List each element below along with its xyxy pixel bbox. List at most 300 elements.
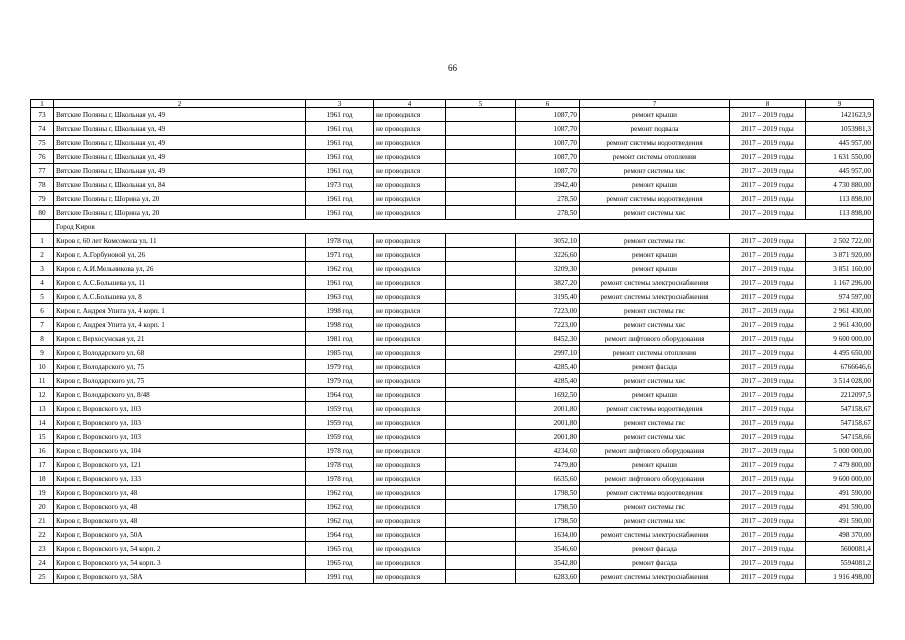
address-cell: Киров г, Воровского ул, 48 — [54, 486, 306, 500]
address-cell: Киров г, А.С.Большева ул, 11 — [54, 276, 306, 290]
table-row — [31, 514, 874, 528]
area-cell: 3209,30 — [516, 262, 580, 276]
table-row — [31, 234, 874, 248]
year-built-cell: 1964 год — [306, 528, 374, 542]
last-repair-cell: не проводился — [374, 234, 446, 248]
work-type-cell: ремонт крыши — [580, 248, 730, 262]
row-number-cell: 73 — [31, 108, 54, 122]
area-cell: 1087,70 — [516, 150, 580, 164]
year-built-cell: 1962 год — [306, 514, 374, 528]
period-cell: 2017 – 2019 годы — [730, 514, 806, 528]
col-5-cell — [446, 164, 516, 178]
row-number-cell: 15 — [31, 430, 54, 444]
area-cell: 1634,00 — [516, 528, 580, 542]
address-cell: Киров г, 60 лет Комсомола ул, 11 — [54, 234, 306, 248]
group-spacer-cell — [31, 220, 54, 234]
work-type-cell: ремонт системы хвс — [580, 514, 730, 528]
address-cell: Киров г, Воровского ул, 103 — [54, 430, 306, 444]
work-type-cell: ремонт лифтового оборудования — [580, 332, 730, 346]
year-built-cell: 1978 год — [306, 444, 374, 458]
work-type-cell: ремонт подвала — [580, 122, 730, 136]
col-5-cell — [446, 178, 516, 192]
cost-cell: 2 961 430,00 — [806, 318, 874, 332]
period-cell: 2017 – 2019 годы — [730, 556, 806, 570]
period-cell: 2017 – 2019 годы — [730, 500, 806, 514]
area-cell: 3827,20 — [516, 276, 580, 290]
row-number-cell: 2 — [31, 248, 54, 262]
year-built-cell: 1979 год — [306, 374, 374, 388]
work-type-cell: ремонт системы хвс — [580, 430, 730, 444]
cost-cell: 5594081,2 — [806, 556, 874, 570]
header-row — [31, 100, 874, 108]
last-repair-cell: не проводился — [374, 542, 446, 556]
area-cell: 3195,40 — [516, 290, 580, 304]
table-row — [31, 444, 874, 458]
area-cell: 4234,60 — [516, 444, 580, 458]
period-cell: 2017 – 2019 годы — [730, 458, 806, 472]
table-row — [31, 500, 874, 514]
last-repair-cell: не проводился — [374, 388, 446, 402]
cost-cell: 9 600 000,00 — [806, 332, 874, 346]
last-repair-cell: не проводился — [374, 262, 446, 276]
table-row — [31, 262, 874, 276]
cost-cell: 491 590,00 — [806, 500, 874, 514]
year-built-cell: 1985 год — [306, 346, 374, 360]
cost-cell: 547158,67 — [806, 416, 874, 430]
area-cell: 7223,00 — [516, 318, 580, 332]
period-cell: 2017 – 2019 годы — [730, 528, 806, 542]
year-built-cell: 1961 год — [306, 276, 374, 290]
col-5-cell — [446, 570, 516, 584]
last-repair-cell: не проводился — [374, 122, 446, 136]
col-5-cell — [446, 108, 516, 122]
table-row — [31, 150, 874, 164]
cost-cell: 974 597,00 — [806, 290, 874, 304]
table-row — [31, 164, 874, 178]
row-number-cell: 3 — [31, 262, 54, 276]
col-5-cell — [446, 444, 516, 458]
header-cell: 9 — [806, 100, 874, 108]
work-type-cell: ремонт системы гвс — [580, 304, 730, 318]
row-number-cell: 17 — [31, 458, 54, 472]
period-cell: 2017 – 2019 годы — [730, 472, 806, 486]
repair-program-table — [30, 99, 874, 584]
last-repair-cell: не проводился — [374, 290, 446, 304]
year-built-cell: 1961 год — [306, 206, 374, 220]
last-repair-cell: не проводился — [374, 318, 446, 332]
last-repair-cell: не проводился — [374, 528, 446, 542]
row-number-cell: 11 — [31, 374, 54, 388]
area-cell: 2001,80 — [516, 430, 580, 444]
period-cell: 2017 – 2019 годы — [730, 122, 806, 136]
year-built-cell: 1998 год — [306, 304, 374, 318]
table-row — [31, 304, 874, 318]
address-cell: Вятские Поляны г, Шорина ул, 20 — [54, 206, 306, 220]
period-cell: 2017 – 2019 годы — [730, 248, 806, 262]
work-type-cell: ремонт системы водоотведения — [580, 192, 730, 206]
row-number-cell: 25 — [31, 570, 54, 584]
col-5-cell — [446, 234, 516, 248]
table-row — [31, 346, 874, 360]
cost-cell: 1053981,3 — [806, 122, 874, 136]
work-type-cell: ремонт системы электроснабжения — [580, 276, 730, 290]
row-number-cell: 19 — [31, 486, 54, 500]
page-number: 66 — [448, 63, 457, 73]
table-row — [31, 416, 874, 430]
period-cell: 2017 – 2019 годы — [730, 402, 806, 416]
year-built-cell: 1991 год — [306, 570, 374, 584]
table-row — [31, 318, 874, 332]
year-built-cell: 1973 год — [306, 178, 374, 192]
area-cell: 1087,70 — [516, 122, 580, 136]
area-cell: 3052,10 — [516, 234, 580, 248]
work-type-cell: ремонт фасада — [580, 542, 730, 556]
row-number-cell: 1 — [31, 234, 54, 248]
address-cell: Киров г, Воровского ул, 54 корп. 2 — [54, 542, 306, 556]
row-number-cell: 78 — [31, 178, 54, 192]
year-built-cell: 1979 год — [306, 360, 374, 374]
work-type-cell: ремонт фасада — [580, 360, 730, 374]
row-number-cell: 24 — [31, 556, 54, 570]
cost-cell: 1421623,9 — [806, 108, 874, 122]
last-repair-cell: не проводился — [374, 206, 446, 220]
table-row — [31, 332, 874, 346]
col-5-cell — [446, 346, 516, 360]
cost-cell: 491 590,00 — [806, 514, 874, 528]
cost-cell: 3 514 028,00 — [806, 374, 874, 388]
cost-cell: 6766646,6 — [806, 360, 874, 374]
address-cell: Киров г, А.Горбуновой ул, 26 — [54, 248, 306, 262]
cost-cell: 547158,67 — [806, 402, 874, 416]
period-cell: 2017 – 2019 годы — [730, 136, 806, 150]
cost-cell: 4 495 650,00 — [806, 346, 874, 360]
table-row — [31, 542, 874, 556]
cost-cell: 113 898,00 — [806, 192, 874, 206]
area-cell: 8452,30 — [516, 332, 580, 346]
area-cell: 1087,70 — [516, 108, 580, 122]
year-built-cell: 1961 год — [306, 192, 374, 206]
period-cell: 2017 – 2019 годы — [730, 318, 806, 332]
area-cell: 278,50 — [516, 206, 580, 220]
row-number-cell: 18 — [31, 472, 54, 486]
last-repair-cell: не проводился — [374, 276, 446, 290]
work-type-cell: ремонт системы хвс — [580, 318, 730, 332]
work-type-cell: ремонт системы электроснабжения — [580, 570, 730, 584]
area-cell: 2997,10 — [516, 346, 580, 360]
period-cell: 2017 – 2019 годы — [730, 374, 806, 388]
last-repair-cell: не проводился — [374, 458, 446, 472]
work-type-cell: ремонт крыши — [580, 262, 730, 276]
col-5-cell — [446, 192, 516, 206]
header-cell: 4 — [374, 100, 446, 108]
address-cell: Киров г, Верхосунская ул, 21 — [54, 332, 306, 346]
row-number-cell: 13 — [31, 402, 54, 416]
table-row — [31, 388, 874, 402]
address-cell: Киров г, А.С.Большева ул, 8 — [54, 290, 306, 304]
work-type-cell: ремонт системы гвс — [580, 234, 730, 248]
table-row — [31, 108, 874, 122]
cost-cell: 113 898,00 — [806, 206, 874, 220]
work-type-cell: ремонт системы гвс — [580, 416, 730, 430]
col-5-cell — [446, 304, 516, 318]
col-5-cell — [446, 472, 516, 486]
year-built-cell: 1959 год — [306, 402, 374, 416]
row-number-cell: 4 — [31, 276, 54, 290]
cost-cell: 491 590,00 — [806, 486, 874, 500]
year-built-cell: 1963 год — [306, 290, 374, 304]
row-number-cell: 6 — [31, 304, 54, 318]
period-cell: 2017 – 2019 годы — [730, 276, 806, 290]
header-cell: 5 — [446, 100, 516, 108]
header-cell: 6 — [516, 100, 580, 108]
period-cell: 2017 – 2019 годы — [730, 108, 806, 122]
work-type-cell: ремонт лифтового оборудования — [580, 472, 730, 486]
col-5-cell — [446, 402, 516, 416]
area-cell: 1692,50 — [516, 388, 580, 402]
year-built-cell: 1961 год — [306, 136, 374, 150]
work-type-cell: ремонт системы гвс — [580, 500, 730, 514]
year-built-cell: 1962 год — [306, 262, 374, 276]
last-repair-cell: не проводился — [374, 402, 446, 416]
cost-cell: 2 502 722,00 — [806, 234, 874, 248]
row-number-cell: 23 — [31, 542, 54, 556]
period-cell: 2017 – 2019 годы — [730, 416, 806, 430]
last-repair-cell: не проводился — [374, 486, 446, 500]
year-built-cell: 1961 год — [306, 108, 374, 122]
address-cell: Киров г, Воровского ул, 121 — [54, 458, 306, 472]
row-number-cell: 20 — [31, 500, 54, 514]
period-cell: 2017 – 2019 годы — [730, 304, 806, 318]
work-type-cell: ремонт системы электроснабжения — [580, 290, 730, 304]
work-type-cell: ремонт крыши — [580, 178, 730, 192]
area-cell: 3546,60 — [516, 542, 580, 556]
year-built-cell: 1978 год — [306, 472, 374, 486]
work-type-cell: ремонт системы водоотведения — [580, 486, 730, 500]
cost-cell: 4 730 880,00 — [806, 178, 874, 192]
address-cell: Киров г, Володарского ул, 8/48 — [54, 388, 306, 402]
cost-cell: 3 871 920,00 — [806, 248, 874, 262]
row-number-cell: 79 — [31, 192, 54, 206]
work-type-cell: ремонт крыши — [580, 108, 730, 122]
period-cell: 2017 – 2019 годы — [730, 360, 806, 374]
period-cell: 2017 – 2019 годы — [730, 332, 806, 346]
address-cell: Киров г, Воровского ул, 103 — [54, 416, 306, 430]
work-type-cell: ремонт системы хвс — [580, 374, 730, 388]
period-cell: 2017 – 2019 годы — [730, 164, 806, 178]
header-cell: 2 — [54, 100, 306, 108]
table-row — [31, 122, 874, 136]
cost-cell: 2 961 430,00 — [806, 304, 874, 318]
col-5-cell — [446, 206, 516, 220]
period-cell: 2017 – 2019 годы — [730, 486, 806, 500]
row-number-cell: 16 — [31, 444, 54, 458]
last-repair-cell: не проводился — [374, 248, 446, 262]
work-type-cell: ремонт системы электроснабжения — [580, 528, 730, 542]
col-5-cell — [446, 150, 516, 164]
year-built-cell: 1962 год — [306, 500, 374, 514]
table-row — [31, 486, 874, 500]
table-row — [31, 430, 874, 444]
address-cell: Киров г, Воровского ул, 50А — [54, 528, 306, 542]
period-cell: 2017 – 2019 годы — [730, 192, 806, 206]
period-cell: 2017 – 2019 годы — [730, 178, 806, 192]
col-5-cell — [446, 290, 516, 304]
table-row — [31, 556, 874, 570]
cost-cell: 9 600 000,00 — [806, 472, 874, 486]
last-repair-cell: не проводился — [374, 164, 446, 178]
col-5-cell — [446, 332, 516, 346]
last-repair-cell: не проводился — [374, 360, 446, 374]
last-repair-cell: не проводился — [374, 150, 446, 164]
year-built-cell: 1978 год — [306, 234, 374, 248]
last-repair-cell: не проводился — [374, 416, 446, 430]
address-cell: Вятские Поляны г, Школьная ул, 49 — [54, 122, 306, 136]
cost-cell: 1 916 498,00 — [806, 570, 874, 584]
cost-cell: 445 957,00 — [806, 164, 874, 178]
last-repair-cell: не проводился — [374, 374, 446, 388]
header-cell: 1 — [31, 100, 54, 108]
area-cell: 1087,70 — [516, 164, 580, 178]
address-cell: Киров г, Володарского ул, 75 — [54, 374, 306, 388]
last-repair-cell: не проводился — [374, 332, 446, 346]
header-cell: 7 — [580, 100, 730, 108]
period-cell: 2017 – 2019 годы — [730, 542, 806, 556]
table-row — [31, 136, 874, 150]
year-built-cell: 1981 год — [306, 332, 374, 346]
address-cell: Киров г, Воровского ул, 58А — [54, 570, 306, 584]
work-type-cell: ремонт системы водоотведения — [580, 136, 730, 150]
row-number-cell: 22 — [31, 528, 54, 542]
area-cell: 4285,40 — [516, 374, 580, 388]
area-cell: 1798,50 — [516, 514, 580, 528]
table-row — [31, 192, 874, 206]
period-cell: 2017 – 2019 годы — [730, 346, 806, 360]
area-cell: 1798,50 — [516, 500, 580, 514]
year-built-cell: 1959 год — [306, 430, 374, 444]
table-row — [31, 458, 874, 472]
col-5-cell — [446, 486, 516, 500]
row-number-cell: 8 — [31, 332, 54, 346]
col-5-cell — [446, 248, 516, 262]
cost-cell: 5 000 000,00 — [806, 444, 874, 458]
table-row — [31, 402, 874, 416]
work-type-cell: ремонт системы водоотведения — [580, 402, 730, 416]
work-type-cell: ремонт системы отопления — [580, 150, 730, 164]
address-cell: Вятские Поляны г, Шорина ул, 20 — [54, 192, 306, 206]
area-cell: 7223,00 — [516, 304, 580, 318]
period-cell: 2017 – 2019 годы — [730, 206, 806, 220]
year-built-cell: 1978 год — [306, 458, 374, 472]
cost-cell: 5600081,4 — [806, 542, 874, 556]
last-repair-cell: не проводился — [374, 346, 446, 360]
year-built-cell: 1961 год — [306, 122, 374, 136]
year-built-cell: 1959 год — [306, 416, 374, 430]
cost-cell: 3 851 160,00 — [806, 262, 874, 276]
table-row — [31, 178, 874, 192]
row-number-cell: 80 — [31, 206, 54, 220]
work-type-cell: ремонт системы отопления — [580, 346, 730, 360]
year-built-cell: 1965 год — [306, 556, 374, 570]
table-row — [31, 472, 874, 486]
year-built-cell: 1962 год — [306, 486, 374, 500]
cost-cell: 445 957,00 — [806, 136, 874, 150]
col-5-cell — [446, 136, 516, 150]
row-number-cell: 75 — [31, 136, 54, 150]
year-built-cell: 1964 год — [306, 388, 374, 402]
last-repair-cell: не проводился — [374, 108, 446, 122]
row-number-cell: 12 — [31, 388, 54, 402]
work-type-cell: ремонт крыши — [580, 388, 730, 402]
period-cell: 2017 – 2019 годы — [730, 444, 806, 458]
last-repair-cell: не проводился — [374, 556, 446, 570]
area-cell: 1798,50 — [516, 486, 580, 500]
cost-cell: 7 479 800,00 — [806, 458, 874, 472]
area-cell: 7479,80 — [516, 458, 580, 472]
table-row — [31, 374, 874, 388]
col-5-cell — [446, 374, 516, 388]
last-repair-cell: не проводился — [374, 444, 446, 458]
row-number-cell: 77 — [31, 164, 54, 178]
row-number-cell: 74 — [31, 122, 54, 136]
period-cell: 2017 – 2019 годы — [730, 234, 806, 248]
group-label: Город Киров — [54, 220, 874, 234]
area-cell: 3942,40 — [516, 178, 580, 192]
area-cell: 4285,40 — [516, 360, 580, 374]
last-repair-cell: не проводился — [374, 514, 446, 528]
last-repair-cell: не проводился — [374, 304, 446, 318]
cost-cell: 547158,66 — [806, 430, 874, 444]
col-5-cell — [446, 458, 516, 472]
col-5-cell — [446, 388, 516, 402]
table-row — [31, 206, 874, 220]
work-type-cell: ремонт крыши — [580, 458, 730, 472]
col-5-cell — [446, 318, 516, 332]
cost-cell: 498 370,00 — [806, 528, 874, 542]
table-row — [31, 276, 874, 290]
period-cell: 2017 – 2019 годы — [730, 150, 806, 164]
cost-cell: 2212097,5 — [806, 388, 874, 402]
address-cell: Вятские Поляны г, Школьная ул, 49 — [54, 150, 306, 164]
row-number-cell: 14 — [31, 416, 54, 430]
row-number-cell: 9 — [31, 346, 54, 360]
work-type-cell: ремонт лифтового оборудования — [580, 444, 730, 458]
area-cell: 2001,80 — [516, 402, 580, 416]
row-number-cell: 5 — [31, 290, 54, 304]
header-cell: 3 — [306, 100, 374, 108]
address-cell: Вятские Поляны г, Школьная ул, 84 — [54, 178, 306, 192]
year-built-cell: 1961 год — [306, 150, 374, 164]
area-cell: 3542,80 — [516, 556, 580, 570]
last-repair-cell: не проводился — [374, 472, 446, 486]
last-repair-cell: не проводился — [374, 192, 446, 206]
area-cell: 1087,70 — [516, 136, 580, 150]
area-cell: 6635,60 — [516, 472, 580, 486]
work-type-cell: ремонт системы хвс — [580, 164, 730, 178]
table-row — [31, 248, 874, 262]
area-cell: 2001,80 — [516, 416, 580, 430]
year-built-cell: 1965 год — [306, 542, 374, 556]
address-cell: Киров г, Воровского ул, 104 — [54, 444, 306, 458]
col-5-cell — [446, 262, 516, 276]
col-5-cell — [446, 556, 516, 570]
period-cell: 2017 – 2019 годы — [730, 262, 806, 276]
last-repair-cell: не проводился — [374, 570, 446, 584]
address-cell: Киров г, Воровского ул, 48 — [54, 500, 306, 514]
area-cell: 6283,60 — [516, 570, 580, 584]
address-cell: Киров г, Воровского ул, 103 — [54, 402, 306, 416]
header-cell: 8 — [730, 100, 806, 108]
col-5-cell — [446, 276, 516, 290]
